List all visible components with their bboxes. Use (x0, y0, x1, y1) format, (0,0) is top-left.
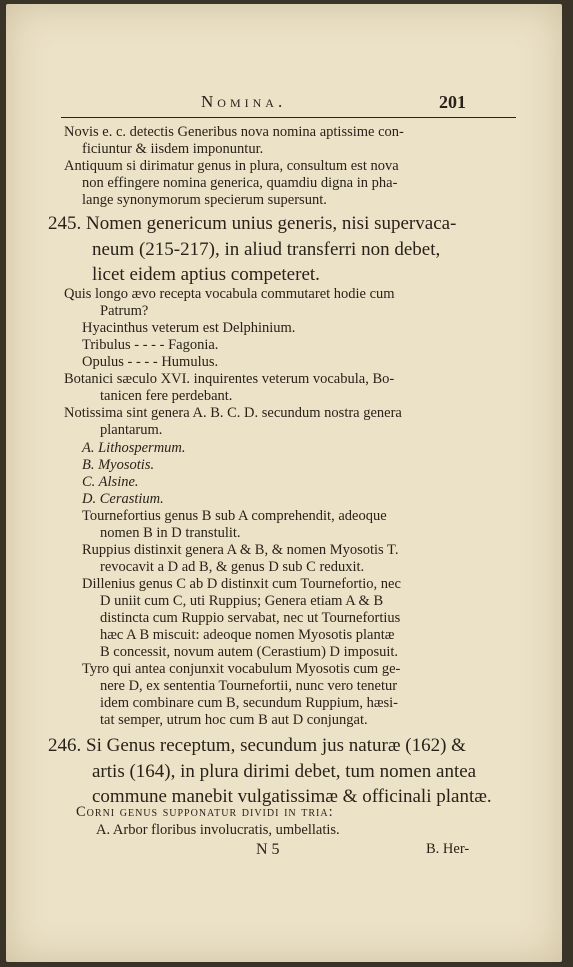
text-line: Notissima sint genera A. B. C. D. secundum nostra genera (64, 405, 402, 421)
text-line: C. Alsine. (82, 474, 139, 490)
text-line: Patrum? (100, 303, 149, 319)
text-line: hæc A B miscuit: adeoque nomen Myosotis plantæ (100, 627, 395, 643)
text-line: artis (164), in plura dirimi debet, tum nomen antea (92, 761, 477, 782)
text-line: B concessit, novum autem (Cerastium) D imposuit. (100, 644, 399, 660)
text-line: lange synonymorum specierum supersunt. (82, 192, 327, 208)
text-line: Novis e. c. detectis Generibus nova nomina aptissime con- (64, 124, 404, 140)
text-line: Dillenius genus C ab D distinxit cum Tournefortio, nec (82, 576, 401, 592)
text-line: Hyacinthus veterum est Delphinium. (82, 320, 296, 336)
text-line: Botanici sæculo XVI. inquirentes veterum vocabula, Bo- (64, 371, 395, 387)
text-line: Opulus - - - - Humulus. (82, 354, 219, 370)
text-line: non effingere nomina generica, quamdiu digna in pha- (82, 175, 398, 191)
text-line: tanicen fere perdebant. (100, 388, 233, 404)
text-line: plantarum. (100, 422, 163, 438)
text-line: D. Cerastium. (82, 491, 164, 507)
text-line: neum (215-217), in aliud transferri non debet, (92, 239, 441, 260)
page-number: 201 (439, 92, 466, 112)
text-line: distincta cum Ruppio servabat, nec ut Tournefortius (100, 610, 401, 626)
text-line: Tribulus - - - - Fagonia. (82, 337, 219, 353)
catchword: B. Her- (426, 841, 470, 857)
text-line: 245. Nomen genericum unius generis, nisi supervaca- (48, 213, 457, 234)
text-line: ficiuntur & iisdem imponuntur. (82, 141, 264, 157)
running-head: Nomina. (201, 92, 287, 111)
text-line: D uniit cum C, uti Ruppius; Genera etiam A & B (100, 593, 384, 609)
text-line: Tyro qui antea conjunxit vocabulum Myosotis cum ge- (82, 661, 401, 677)
text-line: tat semper, utrum hoc cum B aut D conjungat. (100, 712, 368, 728)
text-line: Corni genus supponatur dividi in tria: (76, 804, 334, 820)
text-line: idem combinare cum B, secundum Ruppium, hæsi- (100, 695, 399, 711)
signature-mark: N 5 (256, 841, 280, 858)
text-line: 246. Si Genus receptum, secundum jus naturæ (162) & (48, 735, 466, 756)
header-rule (61, 117, 516, 118)
text-line: B. Myosotis. (82, 457, 155, 473)
text-line: licet eidem aptius competeret. (92, 264, 320, 285)
text-line: nomen B in D transtulit. (100, 525, 241, 541)
text-line: Ruppius distinxit genera A & B, & nomen Myosotis T. (82, 542, 399, 558)
page-header (201, 92, 466, 114)
text-line: revocavit a D ad B, & genus D sub C reduxit. (100, 559, 365, 575)
text-line: commune manebit vulgatissimæ & officinali plantæ. (92, 786, 492, 807)
text-line: Antiquum si dirimatur genus in plura, consultum est nova (64, 158, 399, 174)
text-line: A. Lithospermum. (82, 440, 186, 456)
text-line: nere D, ex sententia Tournefortii, nunc vero tenetur (100, 678, 398, 694)
book-page (6, 4, 562, 962)
text-line: A. Arbor floribus involucratis, umbellatis. (96, 822, 340, 838)
text-line: Quis longo ævo recepta vocabula commutaret hodie cum (64, 286, 395, 302)
text-line: Tournefortius genus B sub A comprehendit, adeoque (82, 508, 387, 524)
